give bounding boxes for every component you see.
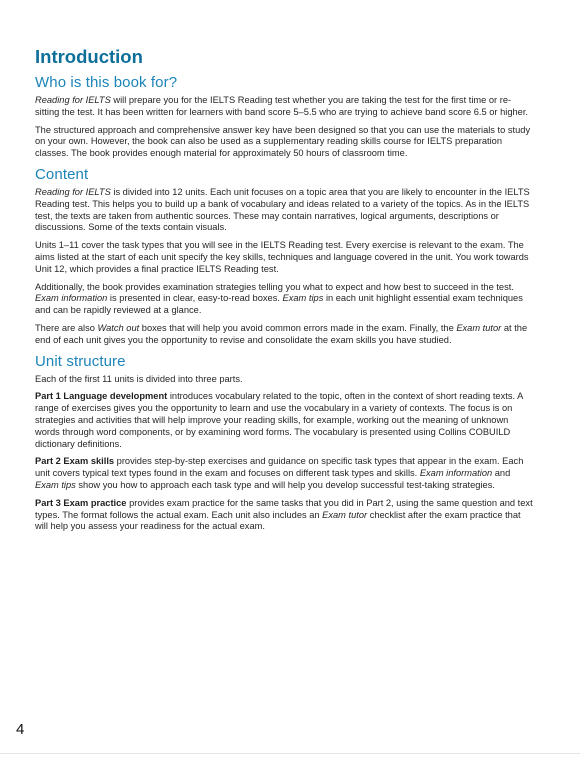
paragraph: The structured approach and comprehensive answer key have been designed so that you can use the materials to study on your own. However, the book can also be used as a supplementary reading skills course for IELTS preparation classes. The book provides enough material for approximately 50 hours of classroom time. <box>35 124 531 159</box>
paragraph: Part 3 Exam practice provides exam practice for the same tasks that you did in Part 2, using the same question and text types. The format follows the actual exam. Each unit also includes an Exam tutor checklist after the exam practice that will help you assess your readiness for the actual exam. <box>35 497 533 532</box>
page-bottom-divider <box>0 753 580 754</box>
page-content <box>35 46 533 539</box>
paragraph: Additionally, the book provides examination strategies telling you what to expect and how best to succeed in the test. Exam information is presented in clear, easy-to-read boxes. Exam tips in each unit highlight essential exam techniques and can be rapidly reviewed at a glance. <box>35 281 523 316</box>
paragraph: Reading for IELTS is divided into 12 units. Each unit focuses on a topic area that you are likely to encounter in the IELTS Reading test. This helps you to build up a bank of vocabulary and ideas related to a variety of the topics. As in the IELTS test, the texts are taken from authentic sources. These may contain narratives, logical arguments, descriptions or discussions. Some of the texts contain visuals. <box>35 186 530 233</box>
section-heading-unit-structure: Unit structure <box>35 352 126 370</box>
paragraph: Part 2 Exam skills provides step-by-step exercises and guidance on specific task types that appear in the exam. Each unit covers typical text types found in the exam and focuses on different task types and skills. Exam information and Exam tips show you how to approach each task type and will help you develop successful test-taking strategies. <box>35 456 524 490</box>
part-label: Part 3 Exam practice <box>35 497 127 508</box>
book-title-italic: Reading for IELTS <box>35 186 111 197</box>
paragraph: Each of the first 11 units is divided into three parts. <box>35 373 243 384</box>
section-heading-content: Content <box>35 165 89 183</box>
paragraph: There are also Watch out boxes that will help you avoid common errors made in the exam. Finally, the Exam tutor at the end of each unit gives you the opportunity to revise and consolidate the exam skills you have studied. <box>35 322 528 345</box>
book-title-italic: Reading for IELTS <box>35 95 111 105</box>
page-title: Introduction <box>35 46 143 67</box>
section-heading-who: Who is this book for? <box>35 74 178 91</box>
part-label: Part 2 Exam skills <box>35 456 115 467</box>
paragraph: Part 1 Language development introduces vocabulary related to the topic, often in the context of short reading texts. A range of exercises gives you the opportunity to learn and use the vocabulary in a variety of contexts. The focus is on strategies and activities that will help improve your reading skills, for example, working out the meaning of unknown words through word components, or by examining word forms. The vocabulary is presented using Collins COBUILD dictionary definitions. <box>35 391 523 449</box>
part-label: Part 1 Language development <box>35 391 168 402</box>
page-number: 4 <box>16 721 25 738</box>
paragraph: Reading for IELTS will prepare you for the IELTS Reading test whether you are taking the test for the first time or re-sitting the test. It has been written for learners with band score 5–5.5 who are trying to achieve band score 6.5 or higher. <box>35 95 529 117</box>
paragraph: Units 1–11 cover the task types that you will see in the IELTS Reading test. Every exercise is relevant to the exam. The aims listed at the start of each unit specify the key skills, techniques and language covered in the unit. You work towards Unit 12, which provides a final practice IELTS Reading test. <box>35 240 529 274</box>
